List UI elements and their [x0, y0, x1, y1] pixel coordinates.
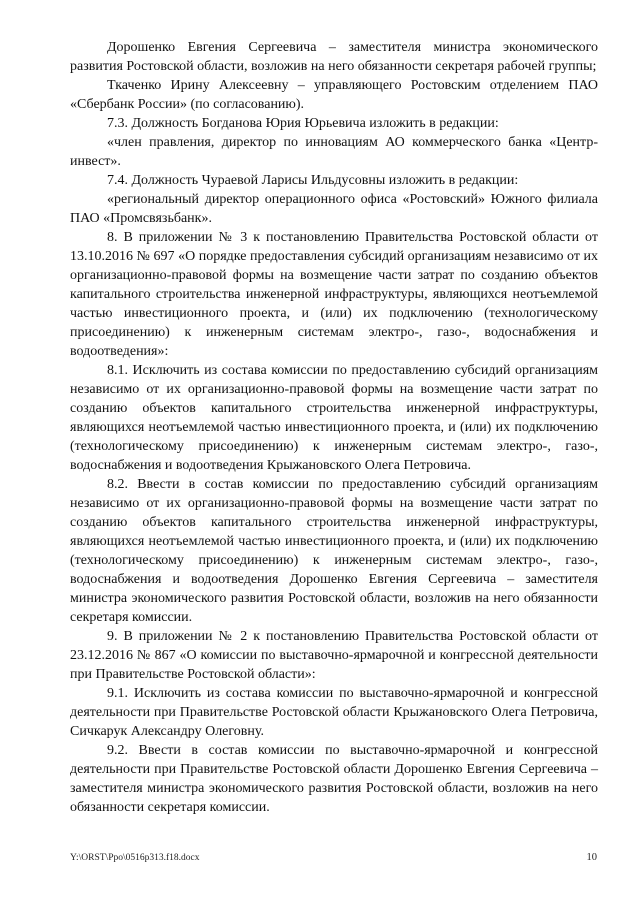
- paragraph-7-3-text: «член правления, директор по инновациям АО коммерческого банка «Центр-инвест».: [70, 135, 598, 169]
- paragraph-8: 8. В приложении № 3 к постановлению Правительства Ростовской области от 13.10.2016 № 697 «О порядке предоставления субсидий организациям независимо от их организационно-правовой формы на возмещение части затрат по созданию объектов капитального строительства инженерной инфраструктуры, являющихся неотъемлемой частью инвестиционного проекта, и (или) их подключению (технологическому присоединению) к инженерным системам электро-, газо-, водоснабжения и водоотведения»:: [70, 230, 598, 359]
- paragraph-doroshenko-working-group: Дорошенко Евгения Сергеевича – заместителя министра экономического развития Ростовской области, возложив на него обязанности секретаря рабочей группы;: [70, 40, 598, 74]
- paragraph-9: 9. В приложении № 2 к постановлению Правительства Ростовской области от 23.12.2016 № 867 «О комиссии по выставочно-ярмарочной и конгрессной деятельности при Правительстве Ростовской области»:: [70, 629, 598, 682]
- paragraph-7-3: 7.3. Должность Богданова Юрия Юрьевича изложить в редакции:: [107, 116, 499, 131]
- paragraph-tkachenko: Ткаченко Ирину Алексеевну – управляющего Ростовским отделением ПАО «Сбербанк России» (по согласованию).: [70, 78, 598, 112]
- paragraph-7-4: 7.4. Должность Чураевой Ларисы Ильдусовны изложить в редакции:: [107, 173, 519, 188]
- paragraph-8-1: 8.1. Исключить из состава комиссии по предоставлению субсидий организациям независимо от их организационно-правовой формы на возмещение части затрат по созданию объектов капитального строительства инженерной инфраструктуры, являющихся неотъемлемой частью инвестиционного проекта, и (или) их подключению (технологическому присоединению) к инженерным системам электро-, газо-, водоснабжения и водоотведения Крыжановского Олега Петровича.: [70, 363, 598, 473]
- document-body: [70, 38, 598, 817]
- footer-page-number: 10: [586, 852, 597, 863]
- footer-file-path: Y:\ORST\Ppo\0516p313.f18.docx: [70, 853, 200, 863]
- paragraph-9-1: 9.1. Исключить из состава комиссии по выставочно-ярмарочной и конгрессной деятельности при Правительстве Ростовской области Крыжановского Олега Петровича, Сичкарук Александру Олеговну.: [70, 686, 598, 739]
- paragraph-8-2: 8.2. Ввести в состав комиссии по предоставлению субсидий организациям независимо от их организационно-правовой формы на возмещение части затрат по созданию объектов капитального строительства инженерной инфраструктуры, являющихся неотъемлемой частью инвестиционного проекта, и (или) их подключению (технологическому присоединению) к инженерным системам электро-, газо-, водоснабжения и водоотведения Дорошенко Евгения Сергеевича – заместителя министра экономического развития Ростовской области, возложив на него обязанности секретаря комиссии.: [70, 477, 598, 625]
- paragraph-9-2: 9.2. Ввести в состав комиссии по выставочно-ярмарочной и конгрессной деятельности при Правительстве Ростовской области Дорошенко Евгения Сергеевича – заместителя министра экономического развития Ростовской области, возложив на него обязанности секретаря комиссии.: [70, 743, 598, 815]
- paragraph-7-4-text: «региональный директор операционного офиса «Ростовский» Южного филиала ПАО «Промсвязьбанк».: [70, 192, 598, 226]
